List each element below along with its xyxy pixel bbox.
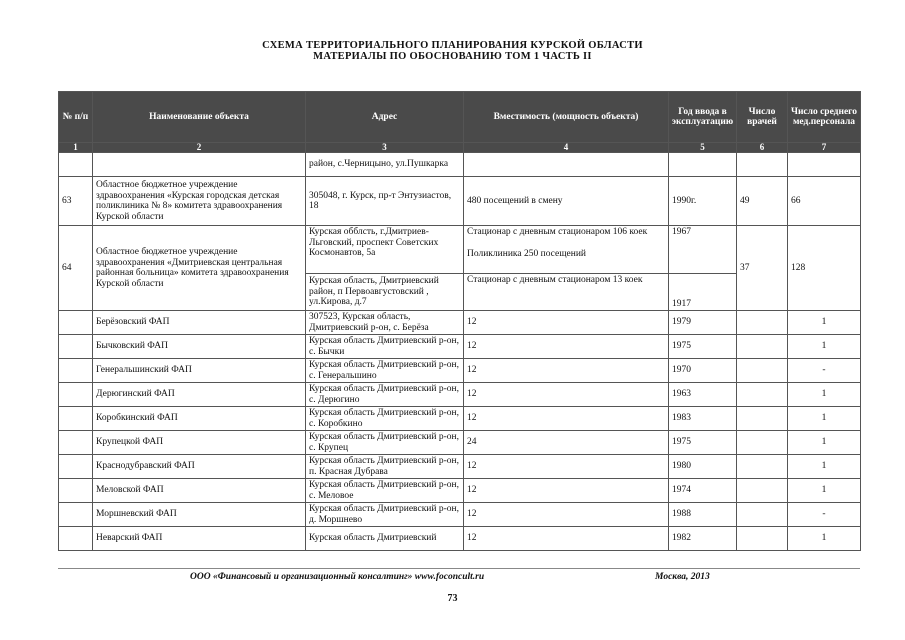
object-doctors [737,311,788,335]
object-name: Областное бюджетное учреждение здравоохранения «Дмитриевская центральная районная больница» комитета здравоохранения Курской области [93,226,306,311]
object-address: Курская область Дмитриевский р-он, с. Крупец [306,431,464,455]
col-header-num: № п/п [59,92,93,143]
object-nurses: 1 [788,479,861,503]
object-nurses: 1 [788,455,861,479]
object-capacity: 12 [464,383,669,407]
col-header-year: Год ввода в эксплуатацию [669,92,737,143]
row-number [59,383,93,407]
object-year: 1980 [669,455,737,479]
object-nurses: 1 [788,431,861,455]
object-year: 1975 [669,335,737,359]
table-row-continuation [59,153,861,177]
object-name: Коробкинский ФАП [93,407,306,431]
col-header-capacity: Вместимость (мощность объекта) [464,92,669,143]
object-address: 307523, Курская область, Дмитриевский р-он, с. Берёза [306,311,464,335]
col-number: 7 [788,143,861,153]
object-capacity: 24 [464,431,669,455]
row-number [59,359,93,383]
object-address: Курская область Дмитриевский р-он, п. Красная Дубрава [306,455,464,479]
object-capacity: 12 [464,527,669,551]
row-number [59,479,93,503]
object-name: Моршневский ФАП [93,503,306,527]
object-year: 1982 [669,527,737,551]
object-year: 1975 [669,431,737,455]
object-capacity: Стационар с дневным стационаром 13 коек [464,274,669,311]
object-year: 1988 [669,503,737,527]
object-doctors: 37 [737,226,788,311]
object-name: Бычковский ФАП [93,335,306,359]
col-header-address: Адрес [306,92,464,143]
table-row [59,311,861,335]
row-number [59,503,93,527]
object-capacity: 12 [464,359,669,383]
footer-city: Москва, 2013 [655,572,710,582]
object-name: Дерюгинский ФАП [93,383,306,407]
table-row-63 [59,177,861,226]
table-row [59,335,861,359]
row-number [59,407,93,431]
col-header-nurses: Число среднего мед.персонала [788,92,861,143]
object-year: 1990г. [669,177,737,226]
col-number: 5 [669,143,737,153]
object-capacity: 12 [464,503,669,527]
col-number: 1 [59,143,93,153]
row-number: 63 [59,177,93,226]
object-doctors [737,359,788,383]
object-doctors [737,383,788,407]
row-number [59,311,93,335]
object-name: Меловской ФАП [93,479,306,503]
object-capacity: 480 посещений в смену [464,177,669,226]
continuation-address: район, с.Черницыно, ул.Пушкарка [306,153,464,177]
table-row [59,407,861,431]
object-doctors: 49 [737,177,788,226]
object-capacity: 12 [464,335,669,359]
object-nurses: 66 [788,177,861,226]
fap-rows [59,311,861,551]
object-year: 1983 [669,407,737,431]
object-year: 1970 [669,359,737,383]
object-doctors [737,527,788,551]
object-address: Курская область Дмитриевский р-он, с. Коробкино [306,407,464,431]
row-number [59,335,93,359]
capacity-inpatient: Стационар с дневным стационаром 106 коек [467,227,648,237]
table-row [59,359,861,383]
title-line-1: СХЕМА ТЕРРИТОРИАЛЬНОГО ПЛАНИРОВАНИЯ КУРСКОЙ ОБЛАСТИ [262,40,643,51]
table-row [59,527,861,551]
footer-divider [58,568,860,569]
object-capacity [464,226,669,274]
object-address: Курская область Дмитриевский р-он, с. Бычки [306,335,464,359]
page-number: 73 [447,593,458,604]
object-address: 305048, г. Курск, пр-т Энтузиастов, 18 [306,177,464,226]
row-number: 64 [59,226,93,311]
object-name: Генеральшинский ФАП [93,359,306,383]
object-doctors [737,479,788,503]
table-row [59,479,861,503]
object-name: Крупецкой ФАП [93,431,306,455]
object-nurses: - [788,503,861,527]
table-row [59,383,861,407]
row-number [59,455,93,479]
object-nurses: 1 [788,335,861,359]
table-row [59,431,861,455]
col-header-doctors: Число врачей [737,92,788,143]
object-doctors [737,503,788,527]
object-nurses: 128 [788,226,861,311]
object-address: Курская область Дмитриевский р-он, с. Дерюгино [306,383,464,407]
header-row [59,92,861,143]
table-row-64 [59,226,861,274]
table-row [59,503,861,527]
object-capacity: 12 [464,479,669,503]
object-address: Курская область Дмитриевский [306,527,464,551]
object-year: 1979 [669,311,737,335]
object-address: Курская обблсть, г.Дмитриев-Льговский, проспект Советских Космонавтов, 5а [306,226,464,274]
capacity-outpatient: Поликлиника 250 посещений [467,248,587,259]
object-doctors [737,431,788,455]
column-number-row [59,143,861,153]
object-address: Курская область Дмитриевский р-он, с. Меловое [306,479,464,503]
object-address: Курская область, Дмитриевский район, п Первоавгустовский , ул.Кирова, д.7 [306,274,464,311]
object-nurses: 1 [788,311,861,335]
object-name: Краснодубравский ФАП [93,455,306,479]
object-nurses: - [788,359,861,383]
object-address: Курская область Дмитриевский р-он, д. Моршнево [306,503,464,527]
object-nurses: 1 [788,527,861,551]
col-number: 3 [306,143,464,153]
col-number: 4 [464,143,669,153]
objects-table [58,91,861,551]
row-number [59,527,93,551]
col-number: 6 [737,143,788,153]
object-name: Неварский ФАП [93,527,306,551]
title-line-2: МАТЕРИАЛЫ ПО ОБОСНОВАНИЮ ТОМ 1 ЧАСТЬ II [313,51,592,62]
object-nurses: 1 [788,383,861,407]
object-capacity: 12 [464,455,669,479]
object-name: Берёзовский ФАП [93,311,306,335]
table-row [59,455,861,479]
object-name: Областное бюджетное учреждение здравоохранения «Курская городская детская поликлиника № 8» комитета здравоохранения Курской области [93,177,306,226]
object-year: 1967 [669,226,737,274]
col-header-name: Наименование объекта [93,92,306,143]
footer-organization: ООО «Финансовый и организационный консалтинг» www.foconcult.ru [190,572,485,582]
object-capacity: 12 [464,311,669,335]
document-title [0,40,905,62]
object-nurses: 1 [788,407,861,431]
object-year: 1917 [669,274,737,311]
object-address: Курская область Дмитриевский р-он, с. Генеральшино [306,359,464,383]
col-number: 2 [93,143,306,153]
object-doctors [737,455,788,479]
object-doctors [737,407,788,431]
row-number [59,431,93,455]
object-year: 1974 [669,479,737,503]
object-capacity: 12 [464,407,669,431]
object-year: 1963 [669,383,737,407]
object-doctors [737,335,788,359]
